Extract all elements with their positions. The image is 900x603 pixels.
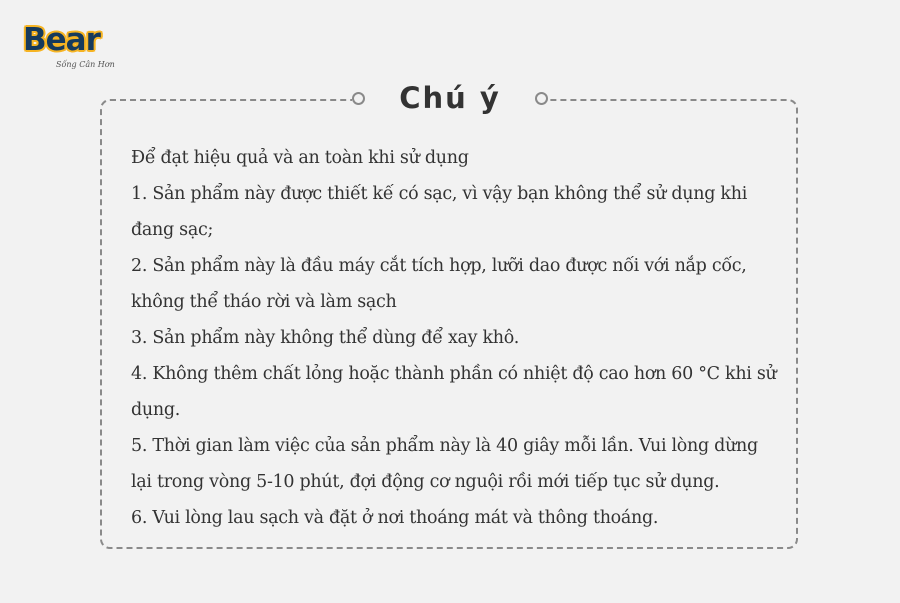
page-title: Chú ý (399, 81, 501, 115)
logo-wordmark: Bear (23, 22, 100, 58)
title-left-dot-ornament (352, 92, 365, 105)
content-line: lại trong vòng 5-10 phút, đợi động cơ nguội rồi mới tiếp tục sử dụng. (131, 472, 720, 492)
content-line: 3. Sản phẩm này không thể dùng để xay khô. (131, 328, 519, 348)
title-right-dot-ornament (535, 92, 548, 105)
brand-logo (18, 18, 128, 78)
content-line: dụng. (131, 400, 181, 420)
content-line: 1. Sản phẩm này được thiết kế có sạc, vì vậy bạn không thể sử dụng khi (131, 184, 747, 204)
notice-content (131, 140, 786, 536)
content-line: 6. Vui lòng lau sạch và đặt ở nơi thoáng mát và thông thoáng. (131, 508, 659, 528)
content-line: không thể tháo rời và làm sạch (131, 292, 397, 312)
logo-tagline: Sống Cân Hơn (56, 60, 115, 69)
intro-line: Để đạt hiệu quả và an toàn khi sử dụng (131, 148, 469, 168)
content-line: 2. Sản phẩm này là đầu máy cắt tích hợp, lưỡi dao được nối với nắp cốc, (131, 256, 747, 276)
content-line: đang sạc; (131, 220, 214, 240)
title-container (352, 78, 548, 118)
content-line: 5. Thời gian làm việc của sản phẩm này là 40 giây mỗi lần. Vui lòng dừng (131, 436, 758, 456)
content-line: 4. Không thêm chất lỏng hoặc thành phần có nhiệt độ cao hơn 60 °C khi sử (131, 364, 777, 384)
